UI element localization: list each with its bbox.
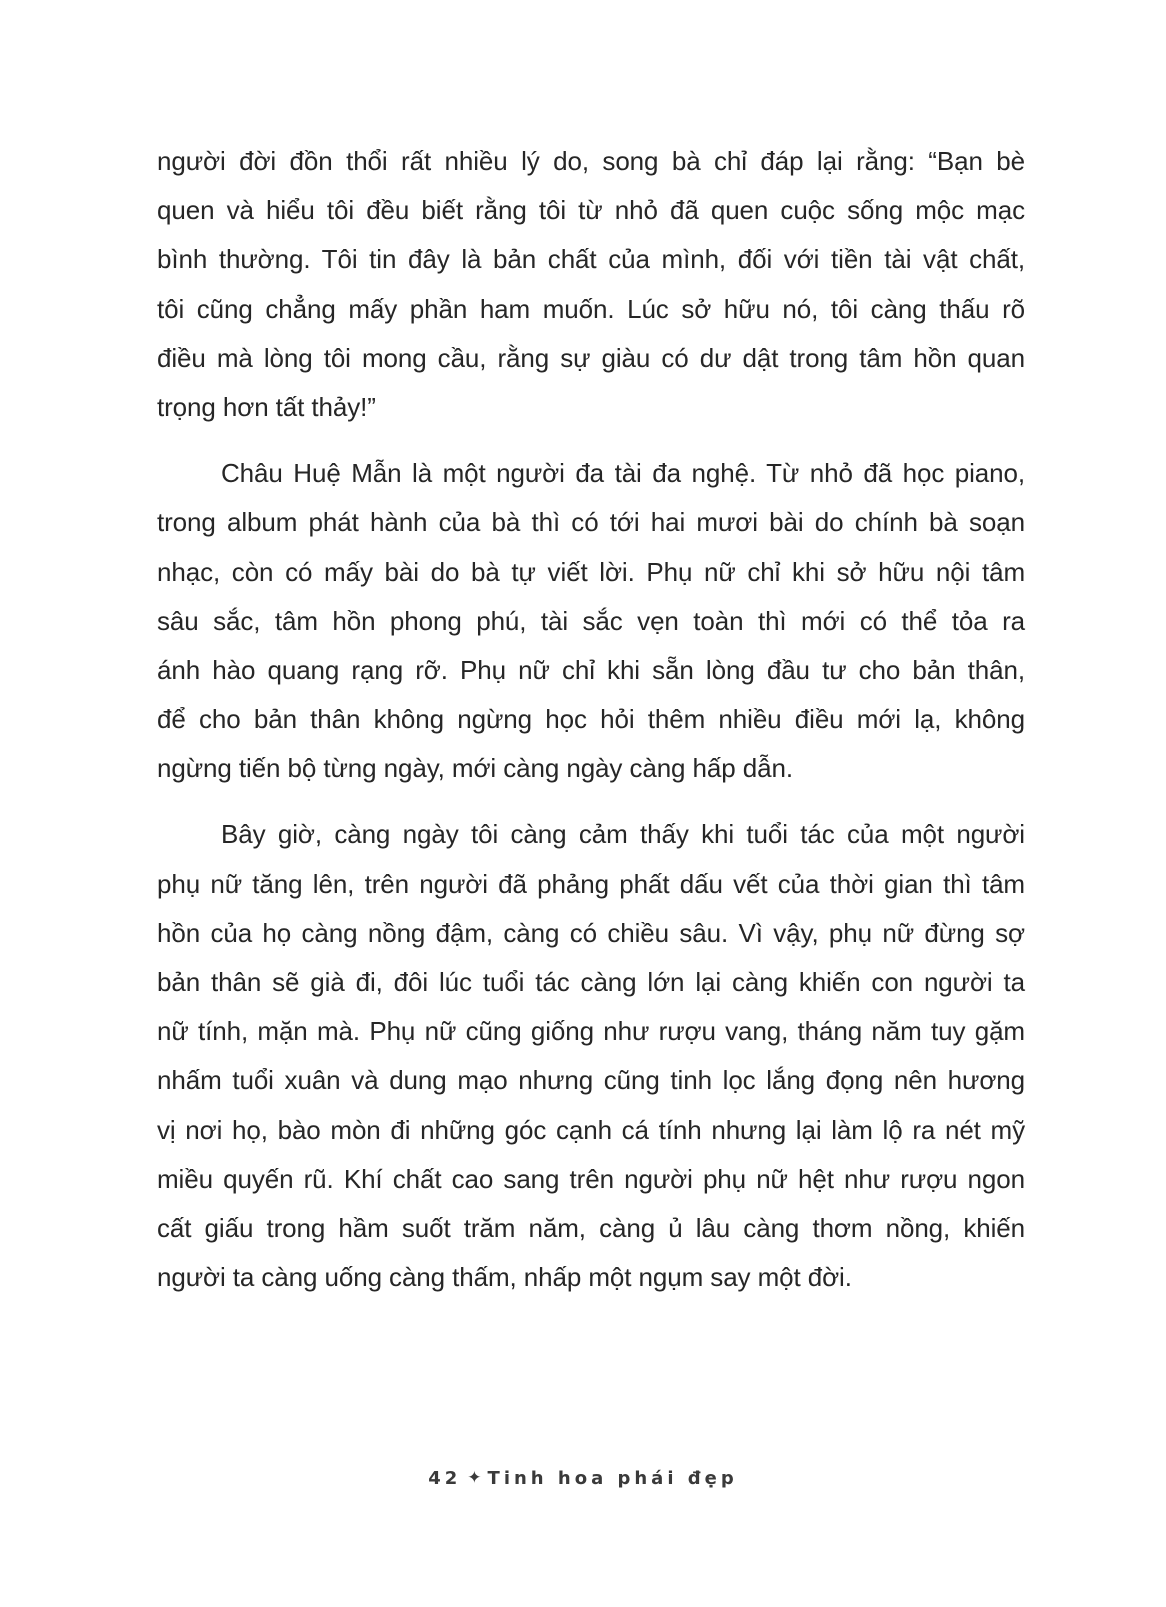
text-line: miều quyến rũ. Khí chất cao sang trên người phụ nữ hệt như rượu ngon xyxy=(157,1163,1025,1194)
text-line: sâu sắc, tâm hồn phong phú, tài sắc vẹn toàn thì mới có thể tỏa ra xyxy=(157,605,1025,636)
text-line: quen và hiểu tôi đều biết rằng tôi từ nhỏ đã quen cuộc sống mộc mạc xyxy=(157,195,1025,226)
text-line: Bây giờ, càng ngày tôi càng cảm thấy khi tuổi tác của một người xyxy=(221,819,1025,850)
text-line: bình thường. Tôi tin đây là bản chất của mình, đối với tiền tài vật chất, xyxy=(157,244,1025,275)
text-line: điều mà lòng tôi mong cầu, rằng sự giàu có dư dật trong tâm hồn quan xyxy=(157,342,1025,373)
text-line: trong album phát hành của bà thì có tới hai mươi bài do chính bà soạn xyxy=(157,507,1025,538)
text-line: người ta càng uống càng thấm, nhấp một ngụm say một đời. xyxy=(157,1262,852,1293)
running-title: Tinh hoa phái đẹp xyxy=(487,1468,738,1489)
text-line: bản thân sẽ già đi, đôi lúc tuổi tác càng lớn lại càng khiến con người ta xyxy=(157,967,1025,997)
text-line: nhạc, còn có mấy bài do bà tự viết lời. Phụ nữ chỉ khi sở hữu nội tâm xyxy=(157,556,1025,587)
text-line: hồn của họ càng nồng đậm, càng có chiều sâu. Vì vậy, phụ nữ đừng sợ xyxy=(157,917,1025,948)
text-line: để cho bản thân không ngừng học hỏi thêm nhiều điều mới lạ, không xyxy=(157,704,1025,735)
text-line: vị nơi họ, bào mòn đi những góc cạnh cá tính nhưng lại làm lộ ra nét mỹ xyxy=(157,1114,1025,1145)
text-line: người đời đồn thổi rất nhiều lý do, song bà chỉ đáp lại rằng: “Bạn bè xyxy=(157,146,1025,176)
text-line: cất giấu trong hầm suốt trăm năm, càng ủ lâu càng thơm nồng, khiến xyxy=(157,1212,1025,1243)
page-number: 42 xyxy=(428,1468,462,1489)
text-line: ngừng tiến bộ từng ngày, mới càng ngày càng hấp dẫn. xyxy=(157,753,793,784)
paragraph-spacer xyxy=(157,793,1025,810)
page-footer xyxy=(0,1468,1166,1489)
text-line: ánh hào quang rạng rỡ. Phụ nữ chỉ khi sẵn lòng đầu tư cho bản thân, xyxy=(157,654,1025,685)
paragraph-1 xyxy=(157,137,1025,432)
text-line: nữ tính, mặn mà. Phụ nữ cũng giống như rượu vang, tháng năm tuy gặm xyxy=(157,1016,1025,1047)
text-line: nhấm tuổi xuân và dung mạo nhưng cũng tinh lọc lắng đọng nên hương xyxy=(157,1065,1025,1096)
text-line: tôi cũng chẳng mấy phần ham muốn. Lúc sở hữu nó, tôi càng thấu rõ xyxy=(157,293,1025,324)
body-text xyxy=(157,137,1025,1302)
text-line: phụ nữ tăng lên, trên người đã phảng phất dấu vết của thời gian thì tâm xyxy=(157,868,1025,899)
paragraph-3 xyxy=(157,810,1025,1302)
text-line: trọng hơn tất thảy!” xyxy=(157,391,376,422)
paragraph-2 xyxy=(157,449,1025,793)
four-point-star-icon: ✦ xyxy=(467,1468,482,1488)
paragraph-spacer xyxy=(157,432,1025,449)
text-line: Châu Huệ Mẫn là một người đa tài đa nghệ. Từ nhỏ đã học piano, xyxy=(221,458,1025,489)
